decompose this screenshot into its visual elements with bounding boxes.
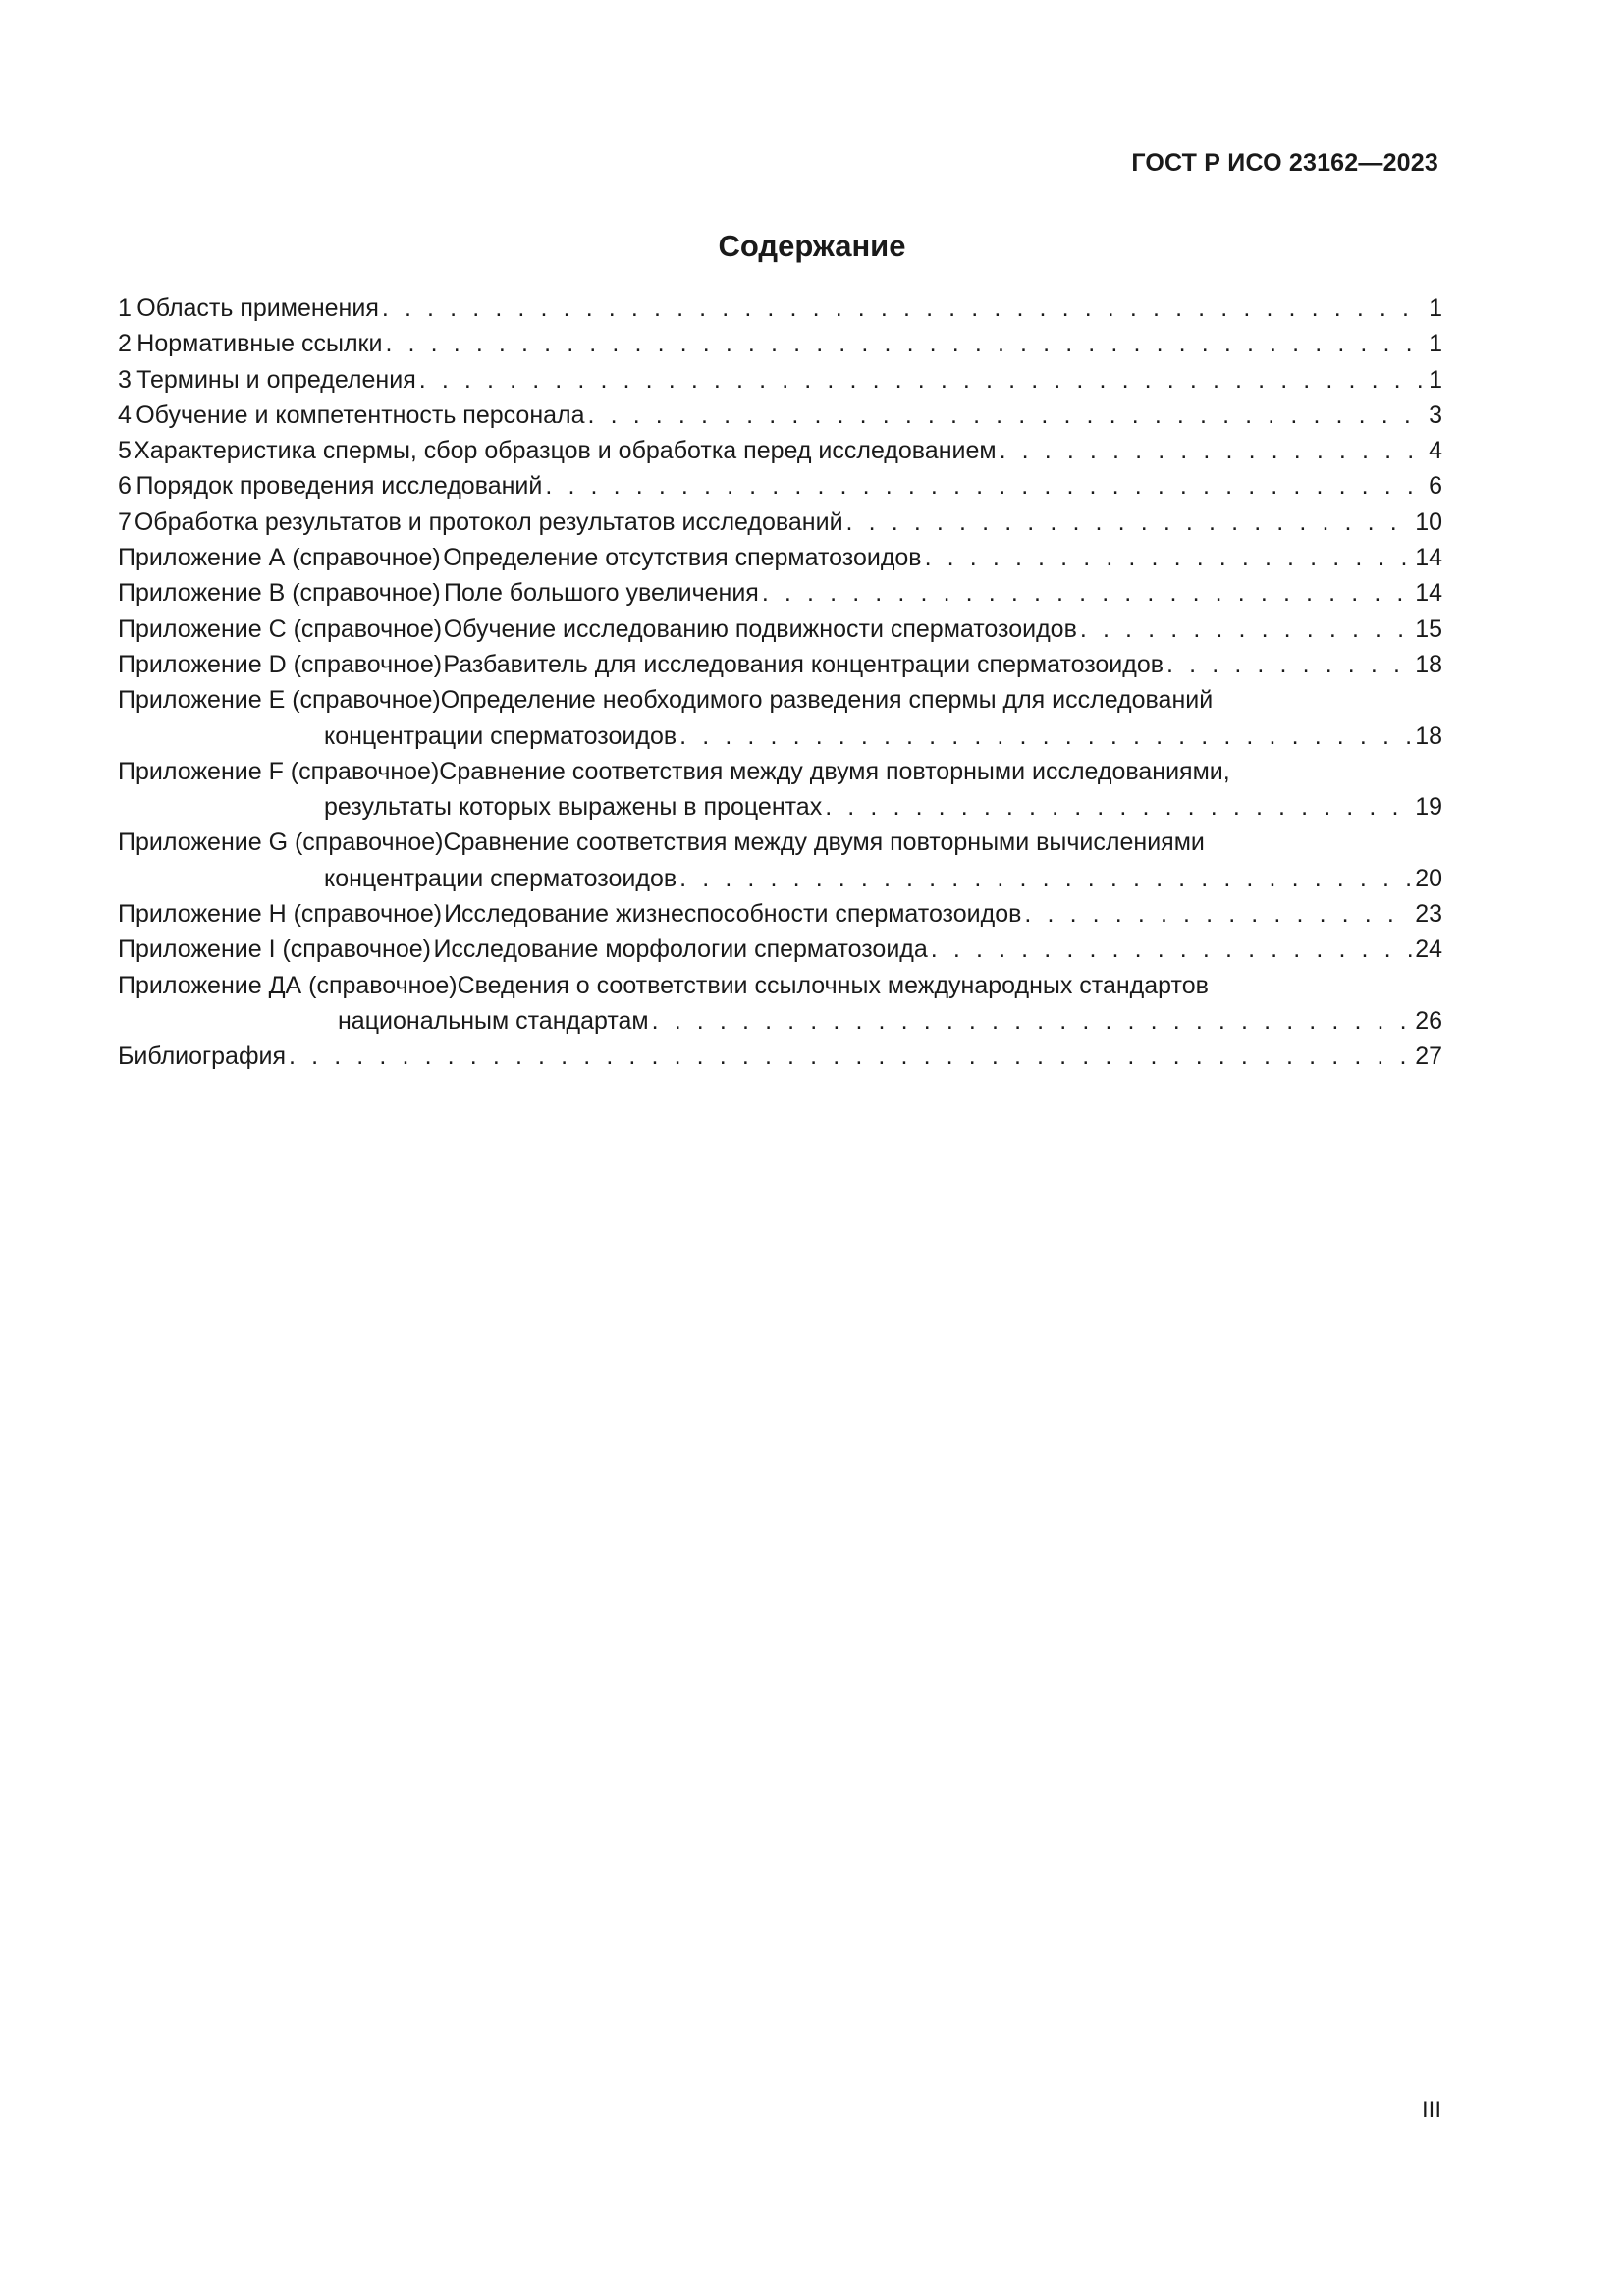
toc-entry-title: Разбавитель для исследования концентрации сперматозоидов (443, 650, 1164, 678)
toc-entry-page: 1 (1429, 294, 1442, 322)
toc-entry-number: 6 (118, 472, 132, 501)
toc-entry-appendix-b[interactable] (118, 575, 1442, 611)
toc-leader-dots (289, 1039, 1412, 1074)
toc-leader-dots (652, 1003, 1413, 1039)
toc-entry-appendix-e[interactable] (118, 682, 1442, 754)
toc-entry-1[interactable] (118, 291, 1442, 326)
toc-leader-dots (925, 540, 1413, 575)
toc-leader-dots (545, 468, 1426, 504)
toc-entry-number: 7 (118, 507, 132, 536)
table-of-contents (118, 291, 1442, 1075)
toc-entry-3[interactable] (118, 362, 1442, 398)
toc-leader-dots (588, 398, 1427, 433)
toc-leader-dots (846, 505, 1413, 540)
toc-leader-dots (825, 789, 1412, 825)
toc-entry-title: Обучение и компетентность персонала (135, 400, 585, 429)
toc-entry-page: 1 (1429, 365, 1442, 394)
toc-entry-page: 14 (1415, 544, 1442, 572)
toc-entry-page: 20 (1415, 864, 1442, 892)
toc-appendix-label: Приложение А (справочное) (118, 544, 441, 572)
toc-entry-page: 15 (1415, 614, 1442, 643)
toc-leader-dots (1166, 647, 1412, 682)
toc-leader-dots (419, 362, 1426, 398)
toc-entry-page: 23 (1415, 900, 1442, 929)
toc-entry-title: Исследование жизнеспособности сперматозоидов (444, 900, 1022, 929)
toc-entry-title: Поле большого увеличения (444, 579, 759, 608)
toc-entry-page: 14 (1415, 579, 1442, 608)
toc-appendix-label: Приложение F (справочное) (118, 757, 440, 785)
toc-entry-number: 5 (118, 437, 132, 465)
toc-entry-title-continued: концентрации сперматозоидов (324, 864, 677, 892)
toc-entry-appendix-c[interactable] (118, 612, 1442, 647)
toc-entry-appendix-da[interactable] (118, 968, 1442, 1040)
toc-entry-title: Исследование морфологии сперматозоида (433, 935, 928, 964)
toc-leader-dots (931, 932, 1412, 967)
toc-leader-dots (385, 326, 1426, 361)
toc-appendix-label: Приложение ДА (справочное) (118, 971, 458, 999)
toc-appendix-label: Приложение I (справочное) (118, 935, 431, 964)
toc-entry-title: Характеристика спермы, сбор образцов и обработка перед исследованием (134, 437, 997, 465)
toc-entry-title: Определение необходимого разведения спермы для исследований (440, 686, 1214, 715)
document-code: ГОСТ Р ИСО 23162—2023 (1131, 149, 1438, 177)
toc-entry-title: Определение отсутствия сперматозоидов (443, 544, 922, 572)
toc-appendix-label: Приложение Н (справочное) (118, 900, 443, 929)
toc-entry-page: 10 (1415, 507, 1442, 536)
toc-entry-page: 3 (1429, 400, 1442, 429)
toc-entry-title: Нормативные ссылки (136, 330, 383, 358)
toc-entry-page: 4 (1429, 437, 1442, 465)
toc-entry-5[interactable] (118, 433, 1442, 468)
toc-entry-2[interactable] (118, 326, 1442, 361)
toc-entry-number: 4 (118, 400, 132, 429)
toc-entry-title: Сравнение соответствия между двумя повторными вычислениями (443, 828, 1205, 857)
toc-entry-title-continued: концентрации сперматозоидов (324, 721, 677, 750)
toc-entry-page: 18 (1415, 721, 1442, 750)
toc-entry-title: Область применения (136, 294, 379, 322)
toc-entry-title: Порядок проведения исследований (135, 472, 543, 501)
toc-entry-page: 18 (1415, 650, 1442, 678)
page-number: III (1421, 2097, 1441, 2123)
toc-entry-appendix-h[interactable] (118, 896, 1442, 932)
toc-entry-6[interactable] (118, 468, 1442, 504)
toc-entry-bibliography[interactable] (118, 1039, 1442, 1074)
toc-leader-dots (679, 719, 1412, 754)
toc-entry-title-continued: национальным стандартам (338, 1006, 649, 1035)
toc-entry-page: 27 (1415, 1042, 1442, 1071)
toc-entry-appendix-d[interactable] (118, 647, 1442, 682)
toc-entry-page: 19 (1415, 793, 1442, 822)
toc-entry-appendix-i[interactable] (118, 932, 1442, 967)
toc-entry-7[interactable] (118, 505, 1442, 540)
toc-leader-dots (679, 861, 1412, 896)
toc-appendix-label: Приложение С (справочное) (118, 614, 443, 643)
toc-entry-appendix-f[interactable] (118, 754, 1442, 826)
toc-entry-title: Обработка результатов и протокол результатов исследований (134, 507, 843, 536)
toc-leader-dots (1024, 896, 1412, 932)
toc-leader-dots (762, 575, 1412, 611)
toc-entry-title: Обучение исследованию подвижности сперматозоидов (443, 614, 1077, 643)
toc-entry-title-continued: результаты которых выражены в процентах (324, 793, 823, 822)
toc-entry-page: 26 (1415, 1006, 1442, 1035)
toc-entry-page: 1 (1429, 330, 1442, 358)
toc-entry-title: Библиография (118, 1042, 287, 1071)
toc-entry-appendix-a[interactable] (118, 540, 1442, 575)
toc-entry-title: Сравнение соответствия между двумя повторными исследованиями, (439, 757, 1230, 785)
toc-entry-page: 24 (1415, 935, 1442, 964)
toc-entry-number: 1 (118, 294, 132, 322)
toc-entry-number: 3 (118, 365, 132, 394)
toc-leader-dots (382, 291, 1426, 326)
toc-entry-appendix-g[interactable] (118, 825, 1442, 896)
toc-entry-4[interactable] (118, 398, 1442, 433)
toc-appendix-label: Приложение В (справочное) (118, 579, 441, 608)
toc-leader-dots (1000, 433, 1427, 468)
toc-appendix-label: Приложение D (справочное) (118, 650, 443, 678)
toc-entry-number: 2 (118, 330, 132, 358)
toc-entry-title: Сведения о соответствии ссылочных международных стандартов (457, 971, 1209, 999)
toc-appendix-label: Приложение G (справочное) (118, 828, 444, 857)
toc-entry-page: 6 (1429, 472, 1442, 501)
toc-leader-dots (1080, 612, 1412, 647)
toc-entry-title: Термины и определения (136, 365, 416, 394)
toc-title: Содержание (718, 229, 906, 263)
toc-appendix-label: Приложение Е (справочное) (118, 686, 441, 715)
